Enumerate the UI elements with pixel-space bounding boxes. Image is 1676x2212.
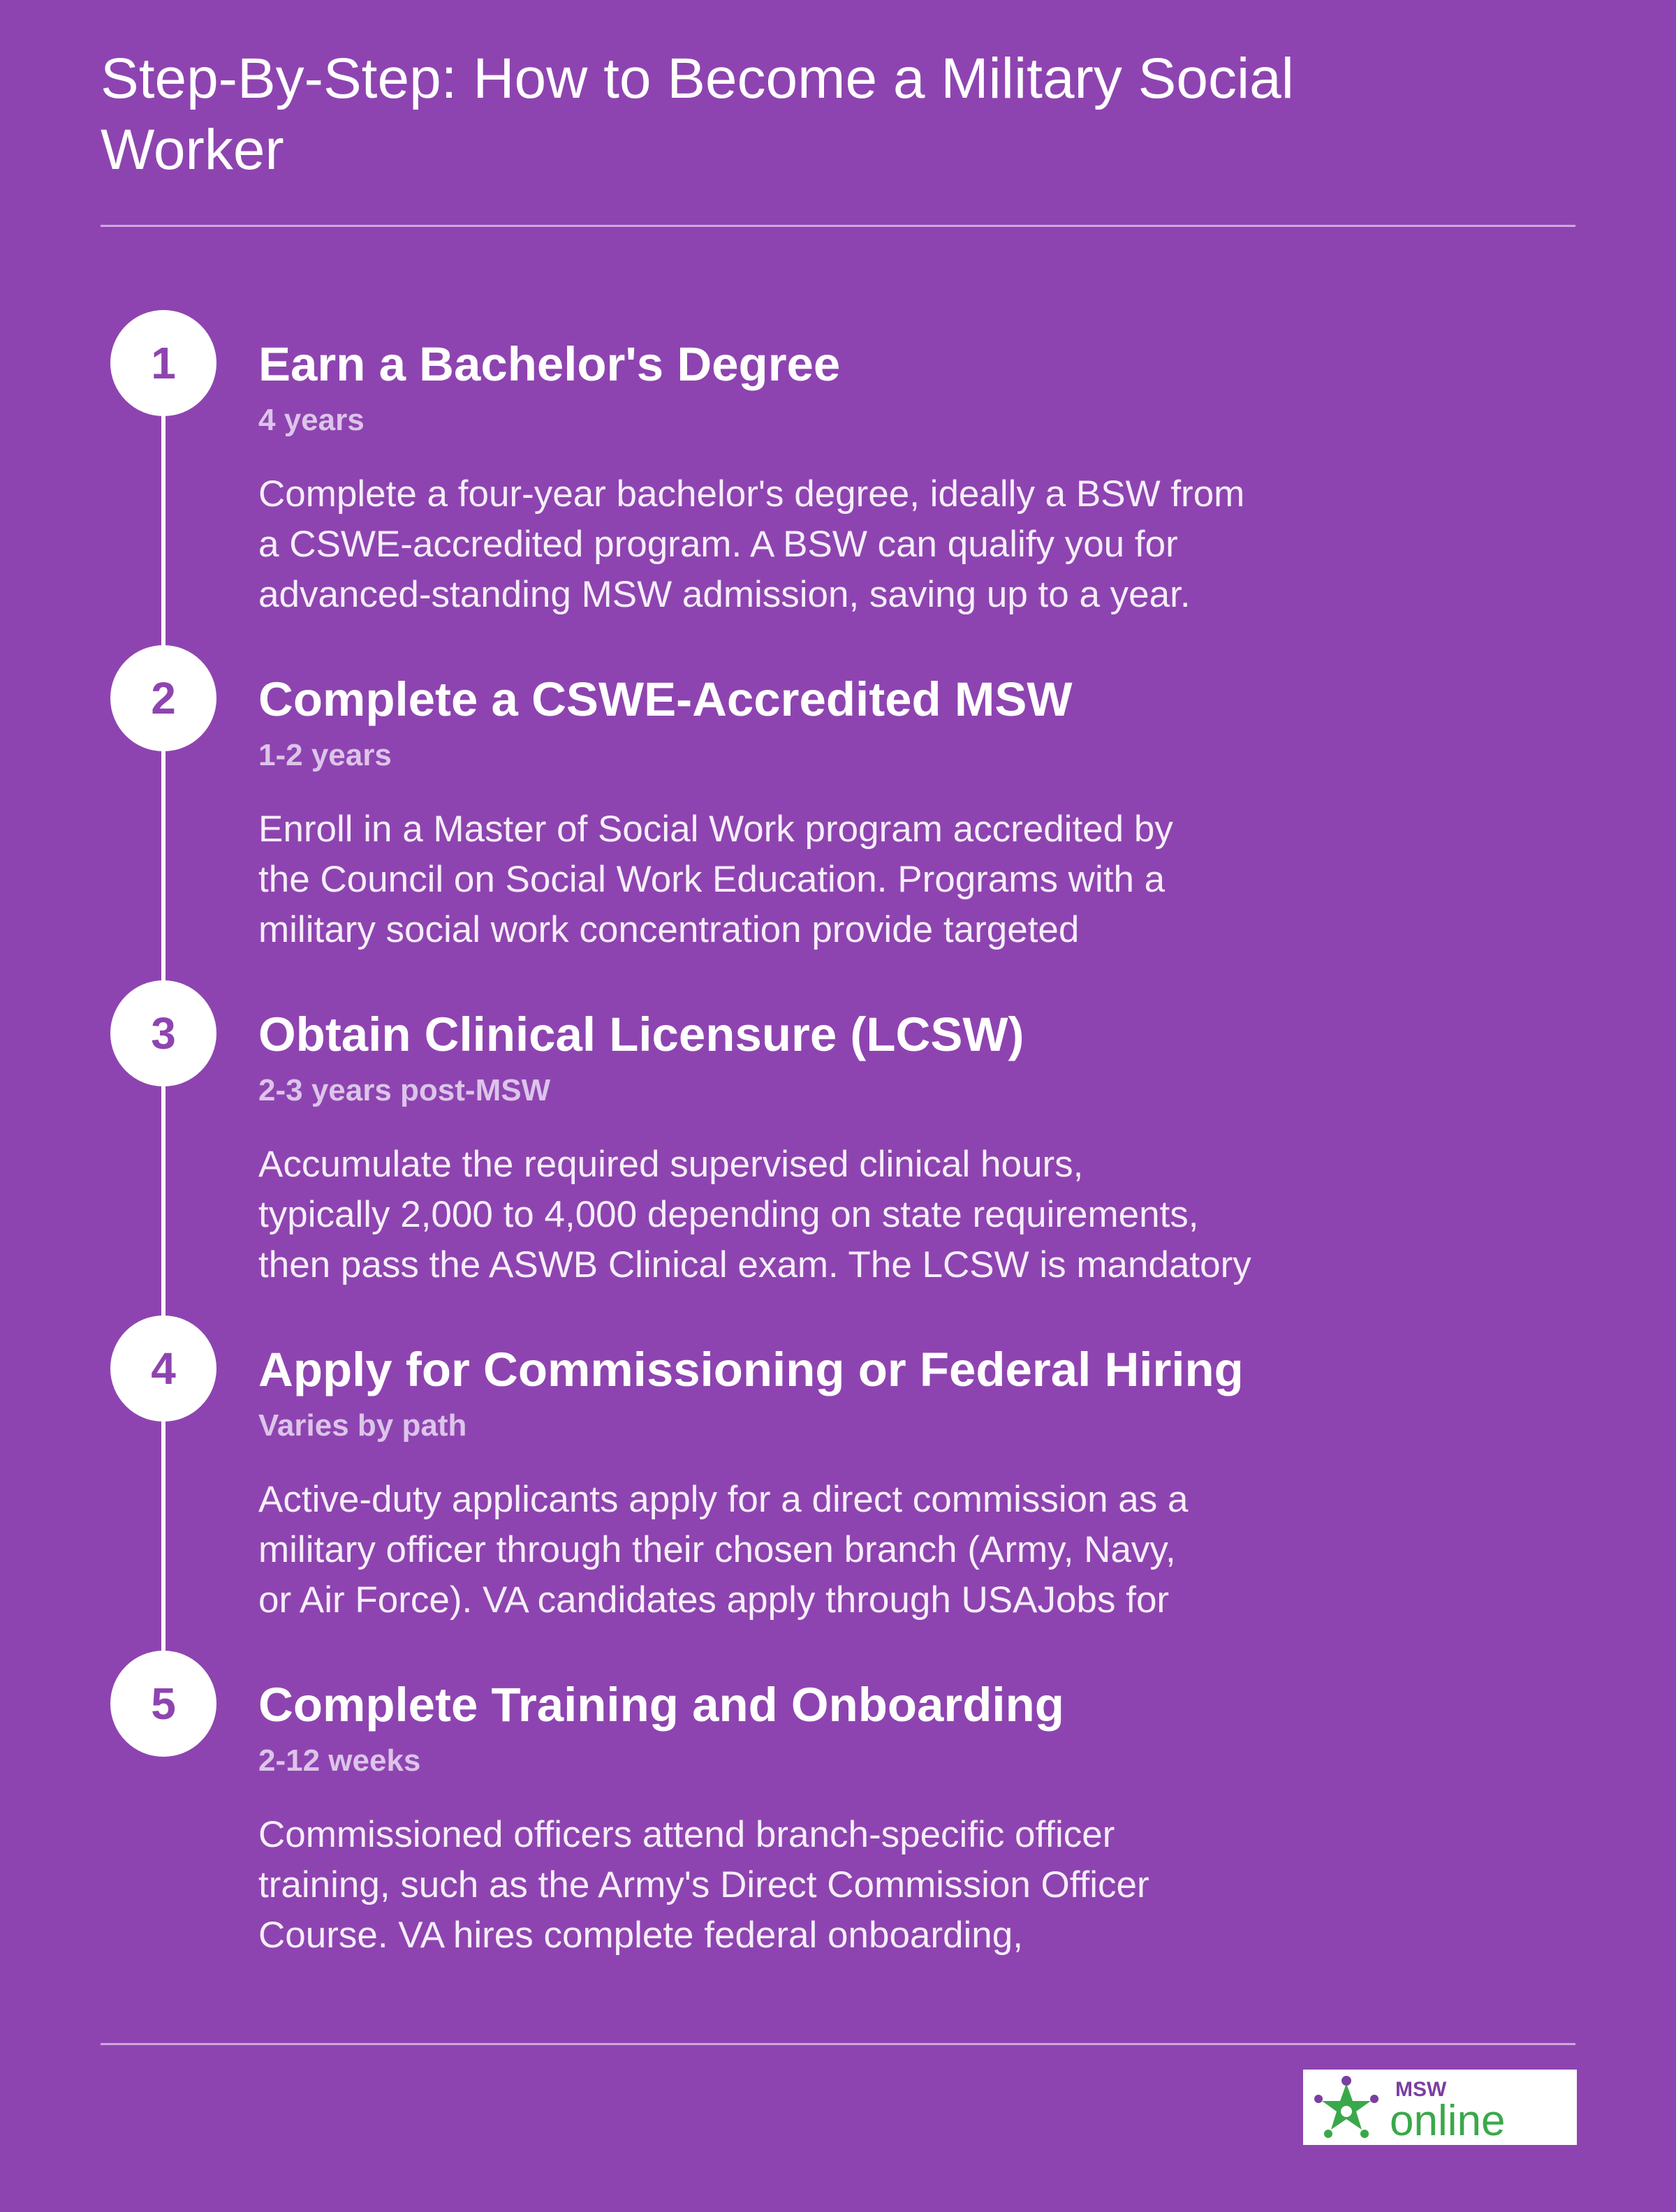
description-line: or Air Force). VA candidates apply through USAJobs for — [258, 1579, 1170, 1621]
description-line: Commissioned officers attend branch-specific officer — [258, 1814, 1115, 1855]
step-title: Earn a Bachelor's Degree — [258, 337, 841, 391]
person-head — [1324, 2130, 1332, 2138]
person-head — [1360, 2130, 1369, 2138]
person-head — [1370, 2095, 1379, 2103]
msw-online-logo[interactable] — [1303, 2070, 1577, 2145]
description-line: Complete a four-year bachelor's degree, ideally a BSW from — [258, 473, 1245, 515]
description-line: military officer through their chosen branch (Army, Navy, — [258, 1529, 1176, 1570]
description-line: the Council on Social Work Education. Programs with a — [258, 859, 1166, 900]
step-duration: Varies by path — [258, 1408, 467, 1443]
step-title: Obtain Clinical Licensure (LCSW) — [258, 1008, 1024, 1061]
star-people-icon — [1303, 2070, 1577, 2145]
description-line: training, such as the Army's Direct Commission Officer — [258, 1864, 1149, 1905]
step-description — [258, 1810, 1362, 1961]
description-line: military social work concentration provide targeted — [258, 909, 1080, 950]
person-head — [1341, 2076, 1351, 2086]
description-line: advanced-standing MSW admission, saving up to a year. — [258, 574, 1191, 615]
step-number-circle: 5 — [110, 1651, 216, 1757]
top-divider — [101, 225, 1575, 227]
step-duration: 2-3 years post-MSW — [258, 1073, 551, 1107]
description-line: then pass the ASWB Clinical exam. The LCSW is mandatory — [258, 1244, 1251, 1285]
description-line: Course. VA hires complete federal onboarding, — [258, 1915, 1023, 1956]
step-description — [258, 1475, 1362, 1625]
step-title: Apply for Commissioning or Federal Hiring — [258, 1343, 1244, 1396]
description-line: Enroll in a Master of Social Work program accredited by — [258, 809, 1173, 850]
step-duration: 2-12 weeks — [258, 1743, 421, 1778]
description-line: Accumulate the required supervised clinical hours, — [258, 1144, 1084, 1185]
step-number-circle: 4 — [110, 1315, 216, 1422]
step-description — [258, 1140, 1362, 1290]
step-number-circle: 1 — [110, 310, 216, 416]
step-description — [258, 469, 1362, 620]
step-duration: 1-2 years — [258, 738, 392, 772]
step-title: Complete a CSWE-Accredited MSW — [258, 672, 1073, 726]
description-line: Active-duty applicants apply for a direct commission as a — [258, 1479, 1189, 1520]
page-title: Step-By-Step: How to Become a Military Social Worker — [101, 47, 1294, 182]
logo-large-text: online — [1390, 2097, 1506, 2145]
person-head — [1314, 2095, 1323, 2103]
step-number-circle: 2 — [110, 645, 216, 751]
logo-small-text: MSW — [1395, 2078, 1447, 2101]
step-duration: 4 years — [258, 403, 365, 437]
description-line: typically 2,000 to 4,000 depending on state requirements, — [258, 1194, 1199, 1235]
bottom-divider — [101, 2043, 1575, 2045]
star-center — [1341, 2106, 1352, 2117]
step-number-circle: 3 — [110, 980, 216, 1086]
description-line: a CSWE-accredited program. A BSW can qualify you for — [258, 524, 1178, 565]
step-title: Complete Training and Onboarding — [258, 1678, 1064, 1732]
step-description — [258, 804, 1362, 955]
